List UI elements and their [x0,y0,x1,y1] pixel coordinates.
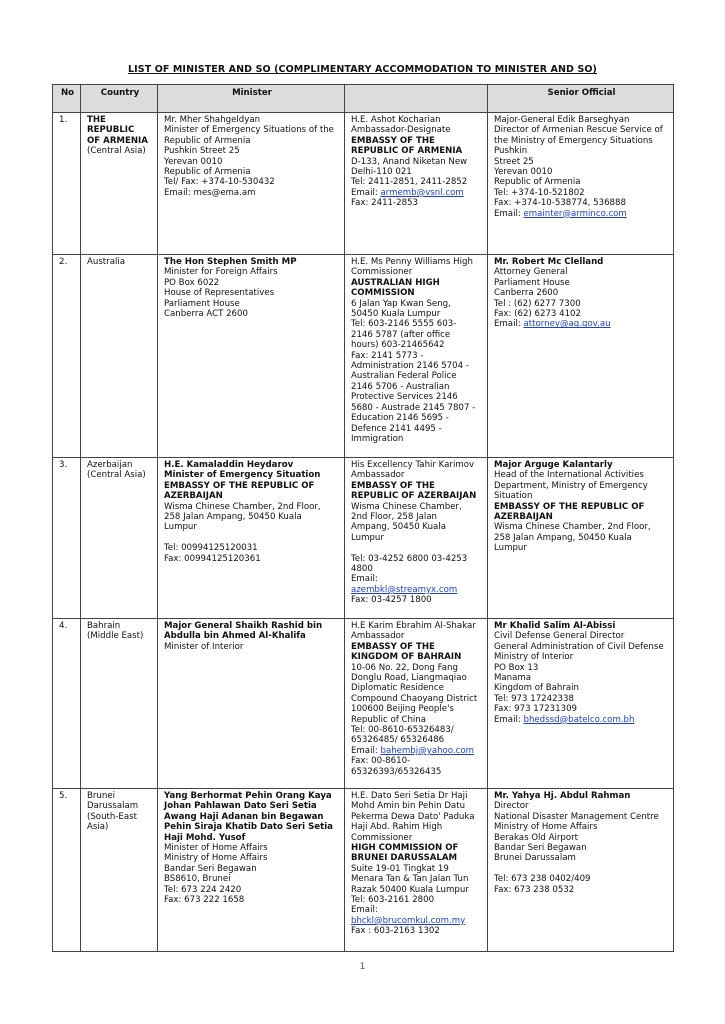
text-line: Republic of Armenia [164,167,251,178]
text-line: (South-East [87,811,137,822]
page-number: 1 [359,962,366,972]
bold-text-line: KINGDOM OF BAHRAIN [351,652,462,663]
text-line: PO Box 6022 [164,277,220,288]
text-line: Tel: 673 238 0402/409 [494,874,591,885]
text-line: Lumpur [351,532,384,543]
text-line: Director of Armenian Rescue Service of [494,125,663,136]
senior-official-cell [488,113,674,255]
text-line: (Middle East) [87,631,144,642]
bold-text-line: H.E. Kamaladdin Heydarov [164,460,294,470]
header-minister: Minister [158,85,345,113]
text-line: Delhi-110 021 [351,167,412,178]
minister-cell [158,619,345,789]
text-line: Yerevan 0010 [164,156,223,167]
bold-text-line: EMBASSY OF THE [351,480,435,491]
text-line: Asia) [87,822,109,833]
text-line: Fax: +374-10-538774, 536888 [494,198,626,209]
bold-text-line: HIGH COMMISSION OF [351,843,459,854]
table-row [53,789,674,952]
text-line: Republic of Armenia [164,135,251,146]
text-line: Administration 2146 5704 - [351,361,469,372]
text-line: Donglu Road, Liangmaqiao [351,673,467,684]
text-line: Pushkin Street 25 [164,146,240,157]
text-line: His Excellency Tahir Karimov [351,460,475,470]
text-line: Street 25 [494,156,534,167]
email-link[interactable]: attorney@ag.gov.au [523,319,611,330]
header-country: Country [81,85,158,113]
minister-cell [158,113,345,255]
bold-text-line: Haji Mohd. Yusof [164,832,246,843]
text-line: Fax: 973 17231309 [494,704,578,715]
text-line: Brunei Darussalam [494,853,576,864]
text-line: Lumpur [494,543,527,554]
senior-official-cell [488,255,674,458]
text-line: Tel: 00-8610-65326483/ [351,725,454,736]
bold-text-line: REPUBLIC OF AZERBAIJAN [351,491,477,502]
text-line: H.E. Dato Seri Setia Dr Haji [351,791,468,801]
bold-text-line: AUSTRALIAN HIGH [351,277,440,288]
text-line: Mohd Amin bin Pehin Datu [351,801,466,812]
text-line: Mr. Mher Shahgeldyan [164,115,261,125]
embassy-cell [345,113,488,255]
text-line: Email: [351,574,378,585]
text-line: 6 Jalan Yap Kwan Seng, [351,298,451,309]
bold-text-line: AZERBAIJAN [494,512,553,523]
text-line: Tel: 03-4252 6800 03-4253 [351,553,468,564]
text-line: the Ministry of Emergency Situations [494,135,653,146]
bold-text-line: Abdulla bin Ahmed Al-Khalifa [164,631,306,642]
email-link[interactable]: emainter@arminco.com [523,208,627,219]
text-line: Tel: 603-2161 2800 [351,895,435,906]
minister-list-table [52,84,674,952]
bold-text-line: EMBASSY OF THE [351,135,435,146]
text-line: Wisma Chinese Chamber, [351,501,462,512]
minister-cell [158,789,345,952]
email-link[interactable]: bhckl@brucomkul.com.my [351,915,466,926]
text-line: Wisma Chinese Chamber, 2nd Floor, [164,501,321,512]
text-line: Tel/ Fax: +374-10-530432 [164,177,275,188]
text-line: Australia [87,257,126,267]
text-line: 5680 - Austrade 2145 7807 - [351,402,476,413]
embassy-cell [345,619,488,789]
bold-text-line: The Hon Stephen Smith MP [164,257,297,267]
text-line: Pekerma Dewa Dato' Paduka [351,811,475,822]
text-line: Manama [494,673,532,684]
text-line: Minister for Foreign Affairs [164,267,278,278]
text-line: 10-06 No. 22, Dong Fang [351,662,458,673]
row-number-cell: 4. [53,619,81,789]
bold-text-line: Yang Berhormat Pehin Orang Kaya [164,791,332,801]
text-line: Haji Abd. Rahim High [351,822,443,833]
text-line: Protective Services 2146 [351,392,458,403]
text-line: Fax: 03-4257 1800 [351,595,432,606]
table-header-row [53,85,674,113]
senior-official-cell [488,789,674,952]
country-cell [81,619,158,789]
email-link[interactable]: azembkl@streamyx.com [351,584,458,595]
text-line: National Disaster Management Centre [494,811,659,822]
text-line: Suite 19-01 Tingkat 19 [351,863,449,874]
text-line: Fax: 2141 5773 - [351,350,424,361]
senior-official-cell [488,619,674,789]
text-line: Ministry of Home Affairs [494,822,598,833]
text-line: 2146 5706 - Australian [351,381,450,392]
text-line: Diplomatic Residence [351,683,444,694]
bold-text-line: Pehin Siraja Khatib Dato Seri Setia [164,822,333,833]
text-line: 4800 [351,564,373,575]
text-line: Yerevan 0010 [494,167,553,178]
text-line: 65326485/ 65326486 [351,735,445,746]
bold-text-line: COMMISSION [351,288,415,299]
email-line [494,209,669,219]
text-line: House of Representatives [164,288,275,299]
text-line: (Central Asia) [87,470,146,481]
bold-text-line: Major Arguge Kalantarly [494,460,613,470]
bold-text-line: Mr. Yahya Hj. Abdul Rahman [494,791,631,801]
header-embassy [345,85,488,113]
minister-cell [158,255,345,458]
header-no: No [53,85,81,113]
text-line: Berakas Old Airport [494,832,579,843]
text-line: Fax: (62) 6273 4102 [494,309,581,320]
table-row [53,113,674,255]
text-line: Brunei [87,791,115,801]
senior-official-cell [488,458,674,619]
text-line: Fax: 00994125120361 [164,553,261,564]
text-line: Parliament House [494,277,570,288]
text-line: Parliament House [164,298,240,309]
text-line: Civil Defense General Director [494,631,625,642]
email-label: Email: [494,714,524,725]
bold-text-line: EMBASSY OF THE REPUBLIC OF [494,501,645,512]
text-line: Minister of Home Affairs [164,843,268,854]
text-line: D-133, Anand Niketan New [351,156,468,167]
bold-text-line: Mr. Robert Mc Clelland [494,257,604,267]
text-line: (Central Asia) [87,146,146,157]
email-link[interactable]: bhedssd@batelco.com.bh [523,714,635,725]
text-line: H.E. Ms Penny Williams High [351,257,473,267]
blank-line [494,864,669,874]
text-line: Pushkin [494,146,528,157]
text-line: H.E Karim Ebrahim Al-Shakar [351,621,476,631]
bold-text-line: AZERBAIJAN [164,491,223,502]
text-line: Email: [351,905,378,916]
text-line: Wisma Chinese Chamber, 2nd Floor, [494,522,651,533]
text-line: Bandar Seri Begawan [164,863,257,874]
text-line: General Administration of Civil Defense [494,641,664,652]
email-link[interactable]: armemb@vsnl.com [380,187,464,198]
text-line: Lumpur [164,522,197,533]
text-line: Canberra ACT 2600 [164,309,248,320]
email-link[interactable]: bahembj@yahoo.com [380,745,474,756]
table-row [53,619,674,789]
text-line: Education 2146 5695 - [351,413,449,424]
country-cell [81,113,158,255]
text-line: Razak 50400 Kuala Lumpur [351,884,469,895]
text-line: Tel: 2411-2851, 2411-2852 [351,177,468,188]
text-line: Fax : 603-2163 1302 [351,926,440,937]
text-line: Tel: 973 17242338 [494,693,574,704]
text-line: Bahrain [87,621,121,631]
bold-text-line: OF ARMENIA [87,135,148,146]
text-line: Ministry of Home Affairs [164,853,268,864]
text-line: Republic of China [351,714,427,725]
text-line: Situation [494,491,533,502]
header-senior-official: Senior Official [488,85,674,113]
bold-text-line: EMBASSY OF THE [351,641,435,652]
text-line: Director [494,801,529,812]
blank-line [351,543,483,553]
text-line: Commissioner [351,267,413,278]
email-label: Email: [351,187,381,198]
text-line: Ambassador [351,470,405,481]
text-line: Tel : (62) 6277 7300 [494,298,581,309]
text-line: Azerbaijan [87,460,133,470]
text-line: Fax: 673 222 1658 [164,895,245,906]
text-line: 2nd Floor, 258 Jalan [351,512,437,523]
email-label: Email: [351,745,381,756]
text-line: Tel: 673 224 2420 [164,884,242,895]
row-number-cell: 2. [53,255,81,458]
blank-line [164,533,340,543]
text-line: Fax: 2411-2853 [351,198,418,209]
document-title: LIST OF MINISTER AND SO (COMPLIMENTARY ACCOMMODATION TO MINISTER AND SO) [127,64,598,75]
text-line: Fax: 00-8610- [351,756,411,767]
country-cell [81,789,158,952]
text-line: Minister of Interior [164,641,244,652]
text-line: Email: mes@ema.am [164,187,256,198]
text-line: Defence 2141 4495 - [351,423,442,434]
email-line [494,319,669,329]
text-line: Attorney General [494,267,568,278]
text-line: Australian Federal Police [351,371,457,382]
text-line: Minister of Emergency Situations of the [164,125,334,136]
text-line: Major-General Edik Barseghyan [494,115,630,125]
bold-text-line: Johan Pahlawan Dato Seri Setia [164,801,317,812]
row-number-cell: 1. [53,113,81,255]
text-line: Head of the International Activities [494,470,644,481]
text-line: BS8610, Brunei [164,874,231,885]
bold-text-line: BRUNEI DARUSSALAM [351,853,458,864]
table-row [53,255,674,458]
email-line [351,916,483,926]
text-line: Menara Tan & Tan Jalan Tun [351,874,469,885]
embassy-cell [345,255,488,458]
text-line: 50450 Kuala Lumpur [351,309,441,320]
bold-text-line: Mr Khalid Salim Al-Abissi [494,621,616,631]
text-line: PO Box 13 [494,662,539,673]
text-line: Ampang, 50450 Kuala [351,522,446,533]
text-line: Bandar Seri Begawan [494,843,587,854]
text-line: Department, Ministry of Emergency [494,480,648,491]
text-line: Fax: 673 238 0532 [494,884,575,895]
text-line: 100600 Beijing People's [351,704,454,715]
text-line: Canberra 2600 [494,288,559,299]
text-line: Immigration [351,433,404,444]
embassy-cell [345,458,488,619]
text-line: Kingdom of Bahrain [494,683,579,694]
bold-text-line: THE [87,115,106,125]
text-line: Darussalam [87,801,139,812]
text-line: hours) 603-21465642 [351,340,445,351]
text-line: Commissioner [351,832,413,843]
text-line: Tel: 00994125120031 [164,543,258,554]
text-line: 258 Jalan Ampang, 50450 Kuala [494,532,632,543]
country-cell [81,255,158,458]
bold-text-line: Awang Haji Adanan bin Begawan [164,811,324,822]
bold-text-line: EMBASSY OF THE REPUBLIC OF [164,480,315,491]
email-line [351,585,483,595]
text-line: Tel: 603-2146 5555 603- [351,319,457,330]
bold-text-line: Major General Shaikh Rashid bin [164,621,323,631]
text-line: 65326393/65326435 [351,766,442,777]
email-label: Email: [494,319,524,330]
email-line [351,188,483,198]
email-label: Email: [494,208,524,219]
text-line: Republic of Armenia [494,177,581,188]
text-line: Compound Chaoyang District [351,693,478,704]
country-cell [81,458,158,619]
text-line: Ambassador [351,631,405,642]
text-line: 258 Jalan Ampang, 50450 Kuala [164,512,302,523]
text-line: H.E. Ashot Kocharian [351,115,441,125]
row-number-cell: 3. [53,458,81,619]
text-line: 2146 5787 (after office [351,329,451,340]
text-line: Ambassador-Designate [351,125,451,136]
text-line: Ministry of Interior [494,652,574,663]
bold-text-line: Minister of Emergency Situation [164,470,321,481]
table-row [53,458,674,619]
bold-text-line: REPUBLIC [87,125,135,136]
email-line [351,746,483,756]
embassy-cell [345,789,488,952]
text-line: Tel: +374-10-521802 [494,187,585,198]
minister-cell [158,458,345,619]
email-line [494,715,669,725]
bold-text-line: REPUBLIC OF ARMENIA [351,146,463,157]
row-number-cell: 5. [53,789,81,952]
